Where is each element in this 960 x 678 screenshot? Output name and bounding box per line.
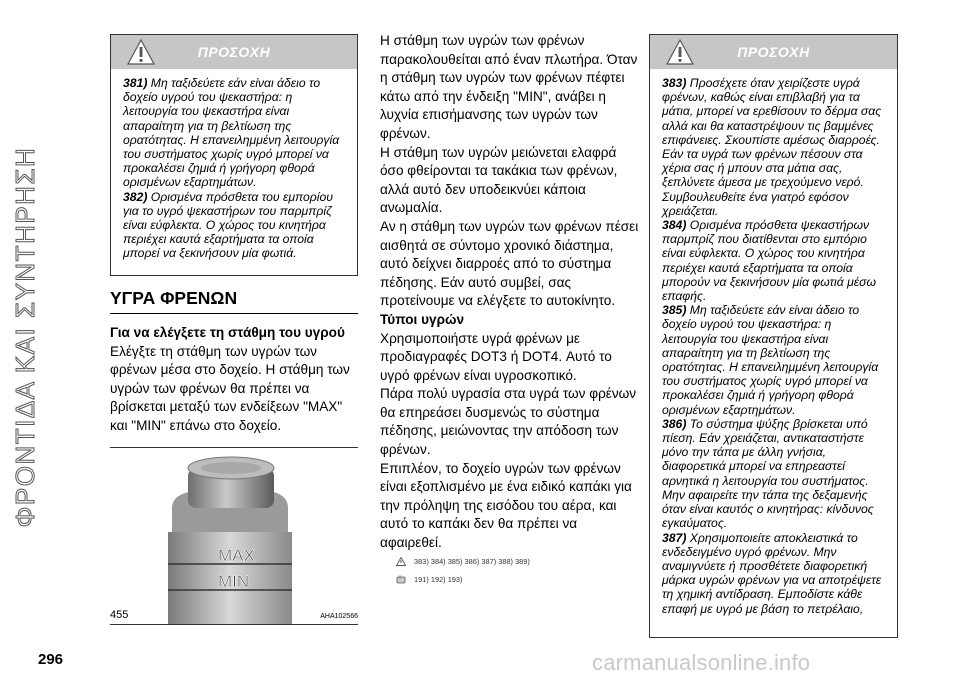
warning-item bbox=[123, 76, 347, 190]
warning-item-number: 383) bbox=[662, 76, 687, 90]
paragraph: Χρησιμοποιήστε υγρά φρένων με προδιαγραφές DOT3 ή DOT4. Αυτό το υγρό φρένων είναι υγροσκοπικό. bbox=[380, 330, 612, 383]
warning-box-right bbox=[649, 34, 898, 638]
warning-item-text: Μη ταξιδεύετε εάν είναι άδειο το δοχείο υγρού του ψεκαστήρα: η λειτουργία του ψεκαστήρα είναι απαραίτητη για τη βελτίωση της ορατότητας. Η επανειλημμένη λειτουργία του συστήματος χωρίς υγρό μπορεί να προκαλέσει ζημιά ή γρήγορη φθορά ορισμένων εξαρτημάτων. bbox=[123, 76, 340, 190]
warning-header bbox=[650, 35, 897, 69]
warning-references-text: 383) 384) 385) 386) 387) 388) 389) bbox=[414, 556, 530, 566]
warning-item-number: 381) bbox=[123, 76, 148, 90]
chapter-title-text: ΦΡΟΝΤΙΔΑ ΚΑΙ ΣΥΝΤΗΡΗΣΗ bbox=[10, 146, 40, 528]
section-subtitle: Για να ελέγξετε τη στάθμη του υγρού bbox=[110, 325, 345, 340]
warning-item-text: Ορισμένα πρόσθετα ψεκαστήρων παρμπρίζ που διατίθενται στο εμπόριο είναι εύφλεκτα. Ο χώρος του κινητήρα περιέχει καυτά εξαρτήματα τα οποία μπορούν να ξεκινήσουν μία φωτιά μέσω επαφής. bbox=[662, 218, 876, 304]
section-title: ΥΓΡΑ ΦΡΕΝΩΝ bbox=[110, 288, 358, 314]
chapter-title bbox=[10, 20, 84, 655]
brake-reservoir-illustration bbox=[110, 448, 358, 624]
warning-item bbox=[123, 190, 347, 261]
watermark: carmanualsonline.info bbox=[592, 650, 811, 675]
warning-item-text: Χρησιμοποιείτε αποκλειστικά το ενδεδειγμένο υγρό φρένων. Μην αναμιγνύετε ή προσθέτετε διαφορετική μάρκα υγρών φρένων για να αποτρέψετε τη χημική αντίδραση. Εμποδίστε κάθε επαφή με υγρό με βάση το πετρέλαιο, bbox=[662, 530, 882, 616]
fluid-types-subtitle: Τύποι υγρών bbox=[380, 311, 465, 327]
warning-title: ΠΡΟΣΟΧΗ bbox=[737, 44, 810, 60]
warning-item-text: Μη ταξιδεύετε εάν είναι άδειο το δοχείο υγρού του ψεκαστήρα: η λειτουργία του ψεκαστήρα είναι απαραίτητη για τη βελτίωση της ορατότητας. Η επανειλημμένη λειτουργία του συστήματος χωρίς υγρό μπορεί να προκαλέσει ζημιά ή γρήγορη φθορά ορισμένων εξαρτημάτων. bbox=[662, 303, 879, 417]
max-mark: MAX bbox=[218, 546, 255, 565]
warning-item bbox=[662, 303, 887, 417]
warning-header bbox=[111, 35, 357, 69]
section-text: Ελέγξτε τη στάθμη των υγρών των φρένων μέσα στο δοχείο. Η στάθμη των υγρών των φρένων θα πρέπει να βρίσκεται μεταξύ των ενδείξεων "MAX" και "MIN" επάνω στο δοχείο. bbox=[110, 343, 350, 433]
reservoir-figure bbox=[110, 447, 358, 625]
paragraph: Αν η στάθμη των υγρών των φρένων πέσει αισθητά σε σύντομο χρονικό διάστημα, αυτό δείχνει διαρροές από το σύστημα πέδησης. Εάν αυτό συμβεί, σας προτείνουμε να ελέγξετε το αυτοκίνητο. bbox=[380, 218, 639, 309]
middle-column bbox=[380, 32, 640, 593]
page-number: 296 bbox=[38, 651, 64, 668]
warning-body bbox=[650, 69, 897, 622]
warning-item-text: Το σύστημα ψύξης βρίσκεται υπό πίεση. Εάν χρειάζεται, αντικαταστήστε μόνο την τάπα με άλλη γνήσια, διαφορετικά μπορεί να επηρεαστεί αρνητικά η λειτουργία του συστήματος. Μην αφαιρείτε την τάπα της δεξαμενής όταν είναι καυτός ο κινητήρας: κίνδυνος εγκαύματος. bbox=[662, 416, 874, 531]
paragraph: Πάρα πολύ υγρασία στα υγρά των φρένων θα επηρεάσει δυσμενώς το σύστημα πέδησης, μειώνοντας την απόδοση των φρένων. bbox=[380, 386, 637, 458]
warning-triangle-icon bbox=[396, 557, 406, 566]
warning-item bbox=[662, 76, 887, 218]
warning-item bbox=[662, 218, 887, 303]
warning-box-left bbox=[110, 34, 358, 276]
warning-item-text: Ορισμένα πρόσθετα του εμπορίου για το υγρό ψεκαστήρων του παρμπρίζ είναι εύφλεκτα. Ο χώρος του κινητήρα περιέχει καυτά εξαρτήματα τα οποία μπορεί να ξεκινήσουν μία φωτιά. bbox=[123, 189, 333, 261]
references bbox=[380, 557, 640, 585]
figure-code: AHA102566 bbox=[320, 613, 358, 620]
warning-title: ΠΡΟΣΟΧΗ bbox=[197, 44, 271, 60]
warning-item-text: Προσέχετε όταν χειρίζεστε υγρά φρένων, καθώς είναι επιβλαβή για τα μάτια, μπορεί να ερεθίσουν το δέρμα σας αλλά και θα καταστρέψουν τις βαμμένες επιφάνειες. Σκουπίστε αμέσως διαρροές. Εάν τα υγρά των φρένων πέσουν στα χέρια σας ή μπουν στα μάτια σας, ξεπλύνετε άμεσα με τρεχούμενο νερό. Συμβουλευθείτε ένα γιατρό εφόσον χρειάζεται. bbox=[662, 76, 882, 218]
warning-item-number: 384) bbox=[662, 218, 687, 233]
warning-item-number: 387) bbox=[662, 530, 687, 545]
brake-fluid-section bbox=[110, 288, 358, 436]
warning-item bbox=[662, 417, 887, 531]
warning-references bbox=[396, 557, 640, 567]
note-hand-icon bbox=[396, 575, 406, 584]
paragraph: Επιπλέον, το δοχείο υγρών των φρένων είναι εξοπλισμένο με ένα ειδικό καπάκι για την πρόληψη της εισόδου του αέρα, και αυτό το καπάκι δεν θα πρέπει να αφαιρεθεί. bbox=[380, 460, 632, 551]
warning-item-number: 386) bbox=[662, 416, 687, 431]
warning-item-number: 382) bbox=[123, 189, 148, 204]
warning-body bbox=[111, 69, 357, 267]
paragraph: Η στάθμη των υγρών μειώνεται ελαφρά όσο φθείρονται τα τακάκια των φρένων, αλλά αυτό δεν υποδεικνύει κάποια ανωμαλία. bbox=[380, 144, 618, 216]
paragraph: Η στάθμη των υγρών των φρένων παρακολουθείται από έναν πλωτήρα. Όταν η στάθμη των υγρών των φρένων πέφτει κάτω από την ένδειξη "MIN", ανάβει η λυχνία επισήμανσης των υγρών των φρένων. bbox=[380, 33, 638, 141]
min-mark: MIN bbox=[218, 572, 250, 591]
note-references bbox=[396, 575, 640, 585]
figure-number: 455 bbox=[110, 609, 129, 621]
warning-item-number: 385) bbox=[662, 303, 687, 318]
warning-item bbox=[662, 531, 887, 616]
note-references-text: 191) 192) 193) bbox=[414, 574, 463, 584]
